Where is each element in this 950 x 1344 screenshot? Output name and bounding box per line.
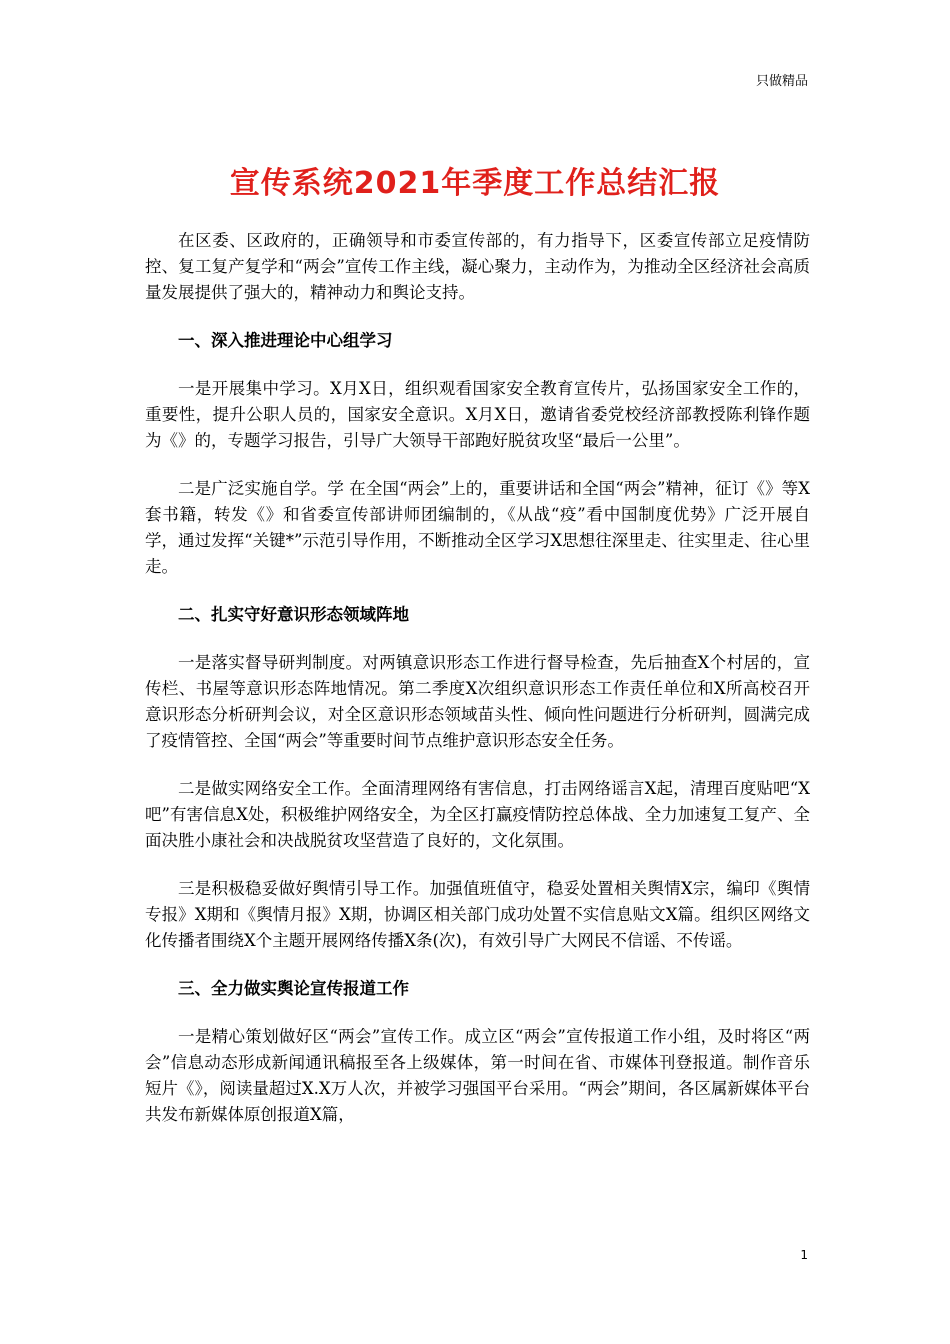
body-paragraph: 二是广泛实施自学。学 在全国“两会”上的，重要讲话和全国“两会”精神，征订《》等X套书籍，转发《》和省委宣传部讲师团编制的，《从战“疫”看中国制度优势》广泛开展自学，通过发挥“关键*”示范引导作用，不断推动全区学习X思想往深里走、往实里走、往心里走。 — [145, 479, 810, 576]
section-heading: 一、深入推进理论中心组学习 — [178, 331, 393, 350]
body-paragraph: 一是精心策划做好区“两会”宣传工作。成立区“两会”宣传报道工作小组，及时将区“两会”信息动态形成新闻通讯稿报至各上级媒体，第一时间在省、市媒体刊登报道。制作音乐短片《》，阅读量超过X.X万人次，并被学习强国平台采用。“两会”期间，各区属新媒体平台共发布新媒体原创报道X篇， — [145, 1027, 810, 1124]
section-heading: 三、全力做实舆论宣传报道工作 — [178, 979, 409, 998]
section-heading: 二、扎实守好意识形态领域阵地 — [178, 605, 409, 624]
body-paragraph: 一是落实督导研判制度。对两镇意识形态工作进行督导检查，先后抽查X个村居的，宣传栏、书屋等意识形态阵地情况。第二季度X次组织意识形态工作责任单位和X所高校召开意识形态分析研判会议，对全区意识形态领域苗头性、倾向性问题进行分析研判，圆满完成了疫情管控、全国“两会”等重要时间节点维护意识形态安全任务。 — [145, 653, 810, 750]
intro-paragraph: 在区委、区政府的，正确领导和市委宣传部的，有力指导下，区委宣传部立足疫情防控、复工复产复学和“两会”宣传工作主线，凝心聚力，主动作为，为推动全区经济社会高质量发展提供了强大的，精神动力和舆论支持。 — [145, 231, 810, 302]
page-number: 1 — [800, 1248, 808, 1262]
header-note: 只做精品 — [755, 74, 808, 89]
body-paragraph: 三是积极稳妥做好舆情引导工作。加强值班值守，稳妥处置相关舆情X宗，编印《舆情专报》X期和《舆情月报》X期，协调区相关部门成功处置不实信息贴文X篇。组织区网络文化传播者围绕X个主题开展网络传播X条(次)，有效引导广大网民不信谣、不传谣。 — [145, 879, 810, 950]
document-body — [145, 228, 810, 1150]
body-paragraph: 一是开展集中学习。X月X日，组织观看国家安全教育宣传片，弘扬国家安全工作的，重要性，提升公职人员的，国家安全意识。X月X日，邀请省委党校经济部教授陈利锋作题为《》的，专题学习报告，引导广大领导干部跑好脱贫攻坚“最后一公里”。 — [145, 379, 810, 450]
body-paragraph: 二是做实网络安全工作。全面清理网络有害信息，打击网络谣言X起，清理百度贴吧“X吧”有害信息X处，积极维护网络安全，为全区打赢疫情防控总体战、全力加速复工复产、全面决胜小康社会和决战脱贫攻坚营造了良好的，文化氛围。 — [145, 779, 810, 850]
document-title: 宣传系统2021年季度工作总结汇报 — [229, 166, 721, 201]
